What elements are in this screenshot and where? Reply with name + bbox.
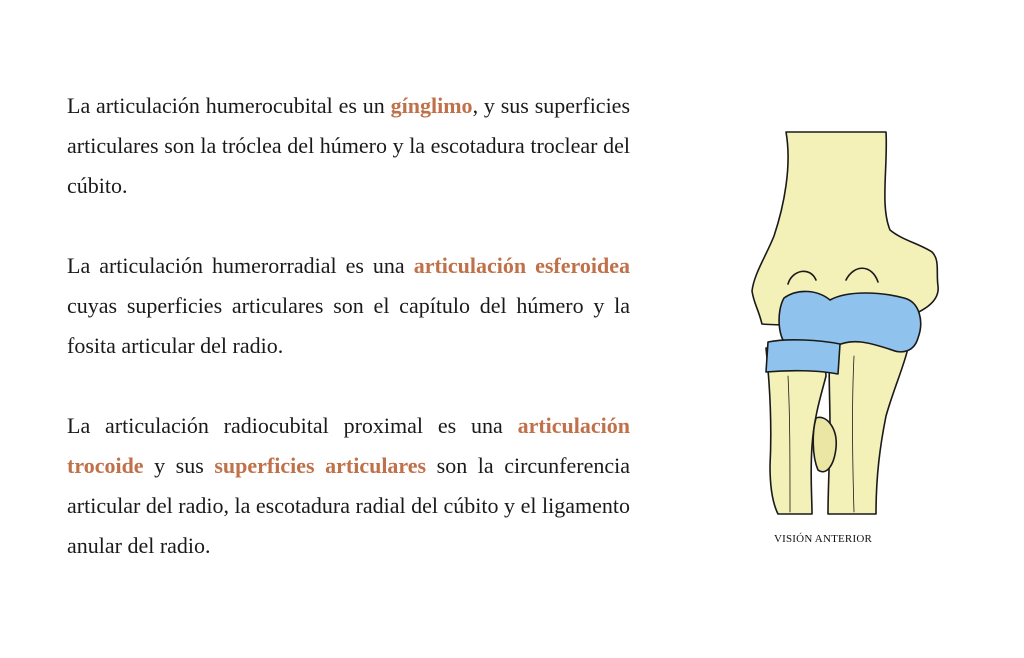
highlight-term-superficies-articulares: superficies articulares	[214, 453, 427, 478]
highlight-term-trocoide: articulación trocoide	[67, 413, 630, 478]
elbow-joint-drawing	[744, 126, 944, 516]
highlight-term-ginglimo: gínglimo	[390, 93, 473, 118]
paragraph-text: La articulación radiocubital proximal es una	[67, 413, 518, 438]
highlight-term-esferoidea: articulación esferoidea	[413, 253, 630, 278]
paragraph-humerorradial	[67, 246, 630, 366]
paragraph-text: La articulación humerocubital es un	[67, 93, 391, 118]
paragraph-radiocubital	[67, 406, 630, 566]
text-column	[67, 86, 630, 566]
paragraph-text: cuyas superficies articulares son el capítulo del húmero y la fosita articular del radio.	[67, 293, 630, 358]
figure-caption: VISIÓN ANTERIOR	[773, 533, 873, 545]
elbow-joint-illustration	[744, 126, 944, 516]
paragraph-text: y sus	[143, 453, 215, 478]
paragraph-text: son la circunferencia articular del radio, la escotadura radial del cúbito y el ligamento anular del radio.	[67, 453, 631, 558]
annular-ligament	[766, 340, 840, 374]
ulna-bone	[828, 338, 908, 514]
paragraph-humerocubital	[67, 86, 630, 206]
paragraph-text: La articulación humerorradial es una	[67, 253, 414, 278]
paragraph-text: , y sus superficies articulares son la tróclea del húmero y la escotadura troclear del cúbito.	[67, 93, 631, 198]
